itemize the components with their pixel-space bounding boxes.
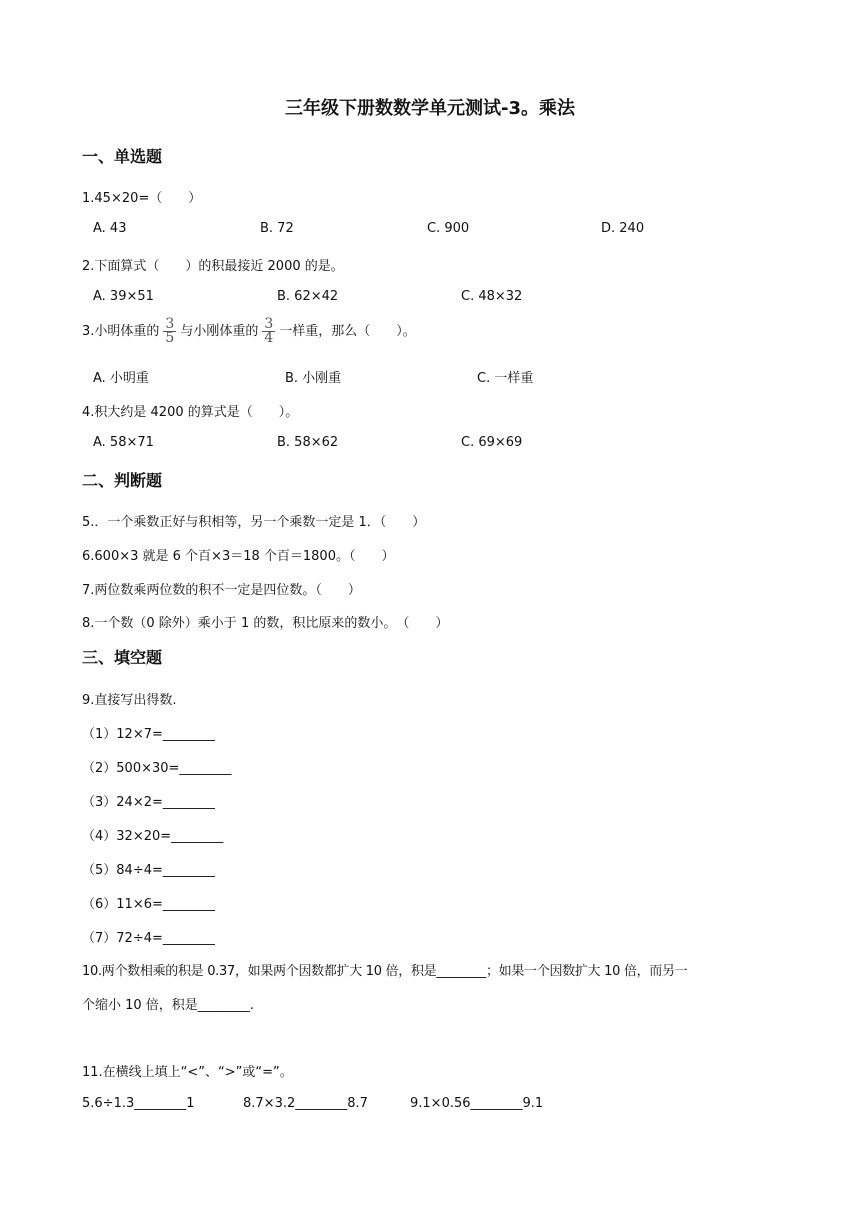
question-6: 6.600×3 就是 6 个百×3＝18 个百＝1800。（ ）	[82, 549, 395, 564]
fraction-numerator: 3	[165, 316, 175, 332]
fraction-three-quarters	[262, 318, 275, 345]
q4-option-a: A. 58×71	[93, 435, 154, 450]
q1-option-d: D. 240	[601, 221, 645, 236]
question-10-line-2: 个缩小 10 倍，积是________.	[82, 998, 254, 1013]
q11-item: 5.6÷1.3________1	[82, 1096, 195, 1111]
q4-option-b: B. 58×62	[277, 435, 339, 450]
q3-text-a: 3.小明体重的	[82, 324, 160, 339]
fraction-denominator: 5	[165, 330, 175, 346]
section-heading-single-choice: 一、单选题	[82, 147, 163, 166]
q1-option-c: C. 900	[427, 221, 470, 236]
q11-item: 8.7×3.2________8.7	[243, 1096, 368, 1111]
q9-item: （7）72÷4=________	[82, 931, 215, 946]
fraction-denominator: 4	[264, 330, 274, 346]
q3-option-a: A. 小明重	[93, 371, 149, 386]
question-4: 4.积大约是 4200 的算式是（ ）。	[82, 405, 299, 420]
question-5: 5.．一个乘数正好与积相等，另一个乘数一定是 1．（ ）	[82, 515, 426, 530]
question-9: 9.直接写出得数.	[82, 693, 177, 708]
q9-item: （4）32×20=________	[82, 829, 224, 844]
q1-option-b: B. 72	[260, 221, 294, 236]
question-3	[82, 318, 416, 345]
q2-option-c: C. 48×32	[461, 289, 523, 304]
question-8: 8.一个数（0 除外）乘小于 1 的数，积比原来的数小。 （ ）	[82, 616, 449, 631]
q2-option-b: B. 62×42	[277, 289, 339, 304]
q3-option-b: B. 小刚重	[285, 371, 342, 386]
q1-option-a: A. 43	[93, 221, 127, 236]
section-heading-fill-blank: 三、填空题	[82, 648, 163, 667]
q9-item: （5）84÷4=________	[82, 863, 215, 878]
q3-text-c: 一样重，那么（ ）。	[279, 324, 416, 339]
question-2: 2.下面算式（ ）的积最接近 2000 的是。	[82, 259, 344, 274]
q2-option-a: A. 39×51	[93, 289, 154, 304]
fraction-numerator: 3	[264, 316, 274, 332]
q9-item: （1）12×7=________	[82, 727, 215, 742]
question-7: 7.两位数乘两位数的积不一定是四位数。（ ）	[82, 583, 361, 598]
q11-item: 9.1×0.56________9.1	[410, 1096, 544, 1111]
fraction-three-fifths	[163, 318, 176, 345]
section-heading-true-false: 二、判断题	[82, 471, 163, 490]
q9-item: （2）500×30=________	[82, 761, 232, 776]
q3-option-c: C. 一样重	[477, 371, 534, 386]
q9-item: （3）24×2=________	[82, 795, 215, 810]
page-title: 三年级下册数数学单元测试-3。乘法	[285, 98, 575, 119]
q3-text-b: 与小刚体重的	[180, 324, 259, 339]
question-11: 11.在横线上填上“<”、“>”或“=”。	[82, 1065, 293, 1080]
question-1: 1.45×20=（ ）	[82, 191, 202, 206]
q4-option-c: C. 69×69	[461, 435, 523, 450]
question-10-line-1: 10.两个数相乘的积是 0.37，如果两个因数都扩大 10 倍，积是________；如果一个因数扩大 10 倍，而另一	[82, 964, 688, 979]
q9-item: （6）11×6=________	[82, 897, 215, 912]
